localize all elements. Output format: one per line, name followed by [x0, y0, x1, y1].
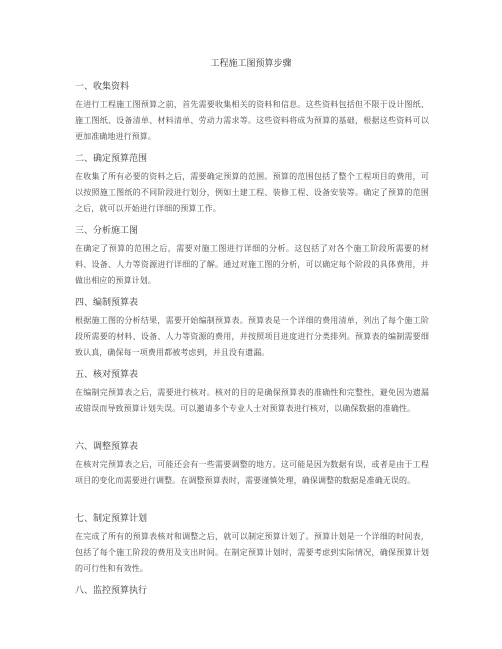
- section-body-6: 在核对完预算表之后，可能还会有一些需要调整的地方。这可能是因为数据有误，或者是由于工程项目的变化而需要进行调整。在调整预算表时，需要谨慎处理，确保调整的数据是准确无误的。: [75, 460, 429, 485]
- section-body-3: 在确定了预算的范围之后，需要对施工图进行详细的分析。这包括了对各个施工阶段所需要的材料、设备、人力等资源进行详细的了解。通过对施工图的分析，可以确定每个阶段的具体费用，并做出相应的预算计划。: [75, 244, 429, 285]
- section-body-7: 在完成了所有的预算表核对和调整之后，就可以制定预算计划了。预算计划是一个详细的时间表，包括了每个施工阶段的费用及支出时间。在制定预算计划时，需要考虑到实际情况，确保预算计划的可行性和有效性。: [75, 532, 429, 573]
- section-body-2: 在收集了所有必要的资料之后，需要确定预算的范围。预算的范围包括了整个工程项目的费用，可以按照施工图纸的不同阶段进行划分，例如土建工程、装修工程、设备安装等。确定了预算的范围之后，就可以开始进行详细的预算工作。: [75, 172, 429, 213]
- section-heading-8: 八、监控预算执行: [75, 586, 148, 596]
- section-heading-1: 一、收集资料: [75, 82, 130, 92]
- section-heading-4: 四、编制预算表: [75, 298, 139, 308]
- section-heading-2: 二、确定预算范围: [75, 154, 148, 164]
- section-heading-5: 五、核对预算表: [75, 370, 139, 380]
- section-body-1: 在进行工程施工图预算之前，首先需要收集相关的资料和信息。这些资料包括但不限于设计图纸、施工图纸、设备清单、材料清单、劳动力需求等。这些资料将成为预算的基础，根据这些资料可以更加准确地进行预算。: [75, 100, 429, 141]
- section-heading-3: 三、分析施工图: [75, 226, 139, 236]
- document-title: 工程施工图预算步骤: [210, 59, 292, 69]
- section-body-5: 在编制完预算表之后，需要进行核对。核对的目的是确保预算表的准确性和完整性，避免因为遗漏或错误而导致预算计划失误。可以邀请多个专业人士对预算表进行核对，以确保数据的准确性。: [75, 388, 429, 413]
- section-body-4: 根据施工图的分析结果，需要开始编制预算表。预算表是一个详细的费用清单，列出了每个施工阶段所需要的材料、设备、人力等资源的费用，并按照项目进度进行分类排列。预算表的编制需要细致认真，确保每一项费用都被考虑到，并且没有遗漏。: [75, 316, 429, 357]
- section-heading-7: 七、制定预算计划: [75, 514, 148, 524]
- section-heading-6: 六、调整预算表: [75, 442, 139, 452]
